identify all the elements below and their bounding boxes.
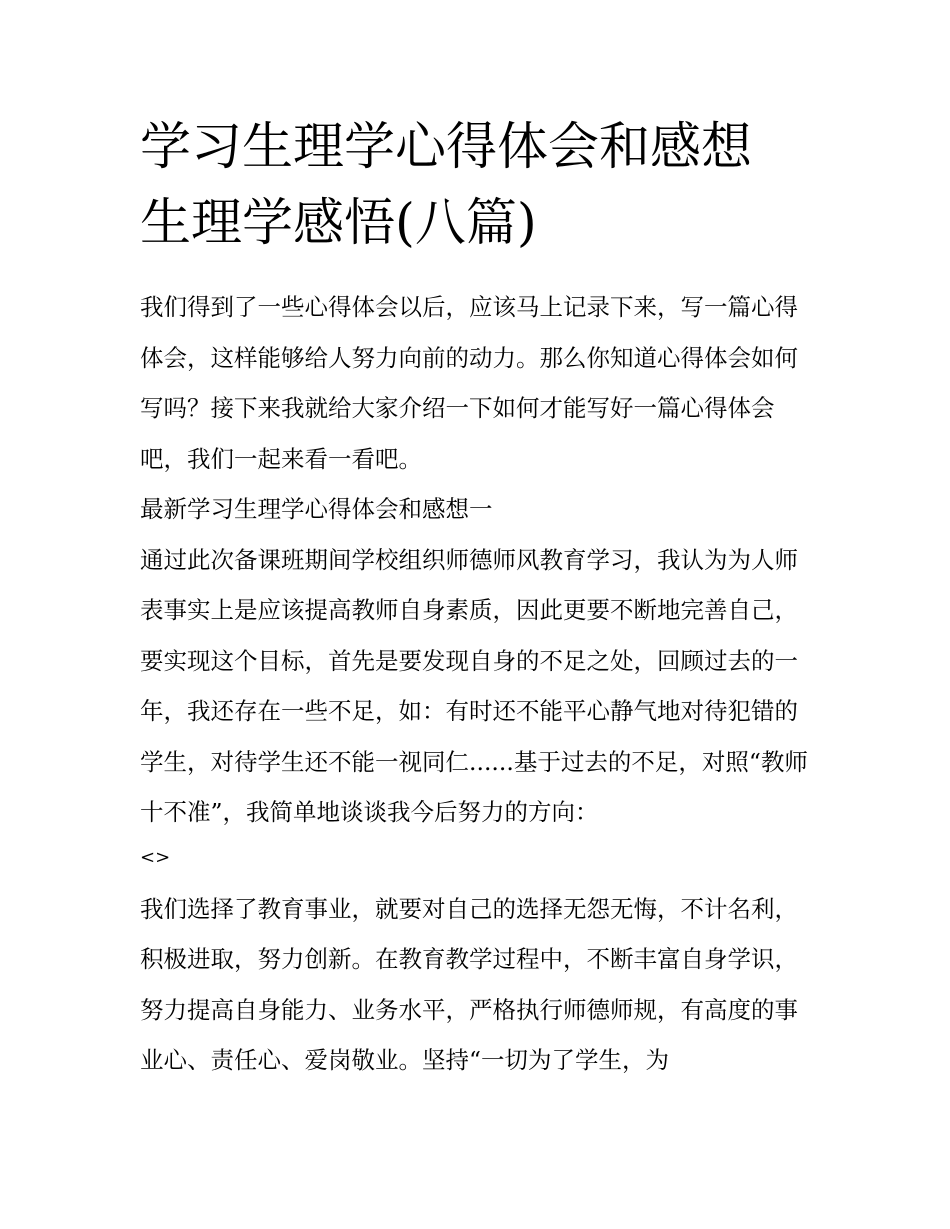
document-title: 学习生理学心得体会和感想 生理学感悟(八篇)	[140, 118, 753, 253]
intro-paragraph: 我们得到了一些心得体会以后，应该马上记录下来，写一篇心得体会，这样能够给人努力向前的动力。那么你知道心得体会如何写吗？接下来我就给大家介绍一下如何才能写好一篇心得体会吧，我们一起来看一看吧。	[140, 293, 798, 473]
document-page	[140, 110, 812, 1086]
body-paragraph: 通过此次备课班期间学校组织师德师风教育学习，我认为为人师表事实上是应该提高教师自身素质，因此更要不断地完善自己，要实现这个目标，首先是要发现自身的不足之处，回顾过去的一年，我还存在一些不足，如：有时还不能平心静气地对待犯错的学生，对待学生还不能一视同仁......基于过去的不足，对照“教师十不准”，我简单地谈谈我今后努力的方向：	[140, 545, 808, 826]
document-body	[140, 282, 812, 1086]
body-paragraph: 我们选择了教育事业，就要对自己的选择无怨无悔，不计名利，积极进取，努力创新。在教育教学过程中，不断丰富自身学识，努力提高自身能力、业务水平，严格执行师德师规，有高度的事业心、责任心、爱岗敬业。坚持“一切为了学生，为	[140, 894, 798, 1074]
placeholder-marker: <>	[140, 846, 171, 868]
section-heading: 最新学习生理学心得体会和感想一	[140, 495, 493, 523]
